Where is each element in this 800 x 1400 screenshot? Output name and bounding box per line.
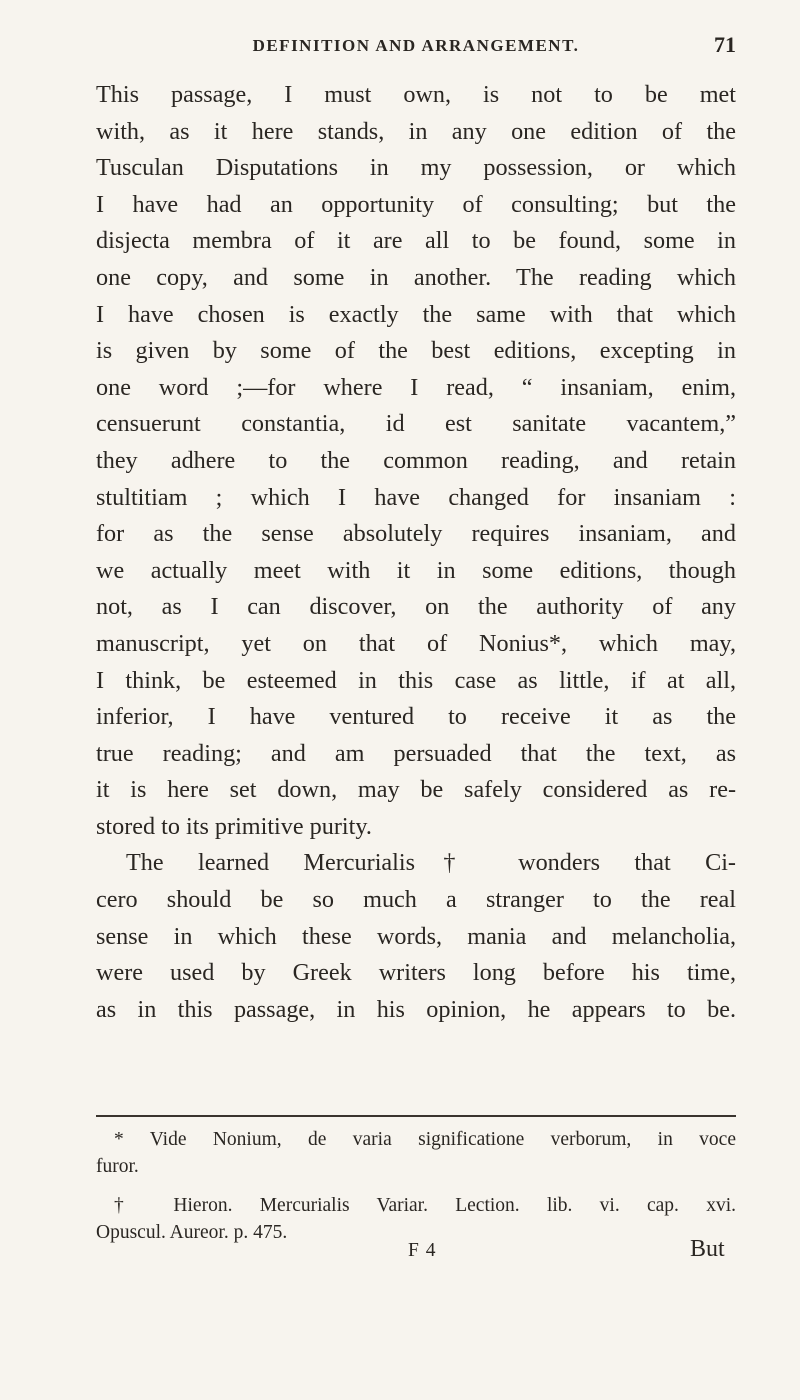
footnotes <box>96 1126 736 1258</box>
page-number: 71 <box>714 32 736 57</box>
text-line: sense in which these words, mania and melancholia, <box>96 922 736 950</box>
footnote-divider <box>96 1115 736 1117</box>
text-line: manuscript, yet on that of Nonius*, which may, <box>96 629 736 657</box>
text-line: stultitiam ; which I have changed for insaniam : <box>96 483 736 511</box>
footnote-line: Opuscul. Aureor. p. 475. <box>96 1222 288 1243</box>
footnote-line: † Hieron. Mercurialis Variar. Lection. lib. vi. cap. xvi. <box>114 1195 736 1216</box>
text-line: one copy, and some in another. The reading which <box>96 263 736 291</box>
text-line: cero should be so much a stranger to the real <box>96 886 736 914</box>
text-line: inferior, I have ventured to receive it as the <box>96 703 736 731</box>
body-text <box>96 77 736 1028</box>
text-line: The learned Mercurialis† wonders that Ci- <box>126 849 736 877</box>
running-head: DEFINITION AND ARRANGEMENT. <box>252 36 580 55</box>
catchword: But <box>690 1236 725 1262</box>
text-line: true reading; and am persuaded that the text, as <box>96 739 736 767</box>
text-line: for as the sense absolutely requires insaniam, and <box>96 520 736 548</box>
footnote-nonius <box>96 1126 736 1180</box>
text-line: stored to its primitive purity. <box>96 812 372 840</box>
text-line: I have chosen is exactly the same with that which <box>96 300 736 328</box>
text-line: is given by some of the best editions, excepting in <box>96 337 736 365</box>
text-line: I have had an opportunity of consulting; but the <box>96 190 736 218</box>
text-line: disjecta membra of it are all to be found, some in <box>96 227 736 255</box>
footnote-line: furor. <box>96 1156 139 1177</box>
text-line: with, as it here stands, in any one edition of the <box>96 117 736 145</box>
text-line: one word ;—for where I read, “ insaniam, enim, <box>96 373 736 401</box>
text-line: we actually meet with it in some editions, though <box>96 556 736 584</box>
text-line: were used by Greek writers long before his time, <box>96 959 736 987</box>
text-line: I think, be esteemed in this case as little, if at all, <box>96 666 736 694</box>
signature-mark: F 4 <box>408 1240 437 1261</box>
footnote-mercurialis <box>96 1192 736 1246</box>
text-line: censuerunt constantia, id est sanitate vacantem,” <box>96 410 736 438</box>
footnote-line: * Vide Nonium, de varia significatione verborum, in voce <box>114 1129 736 1150</box>
text-line: it is here set down, may be safely considered as re- <box>96 776 736 804</box>
text-line: Tusculan Disputations in my possession, or which <box>96 154 736 182</box>
text-line: This passage, I must own, is not to be met <box>96 81 736 108</box>
text-line: not, as I can discover, on the authority of any <box>96 593 736 621</box>
text-line: as in this passage, in his opinion, he appears to be. <box>96 995 736 1023</box>
page-header <box>96 32 736 66</box>
text-line: they adhere to the common reading, and retain <box>96 446 736 474</box>
